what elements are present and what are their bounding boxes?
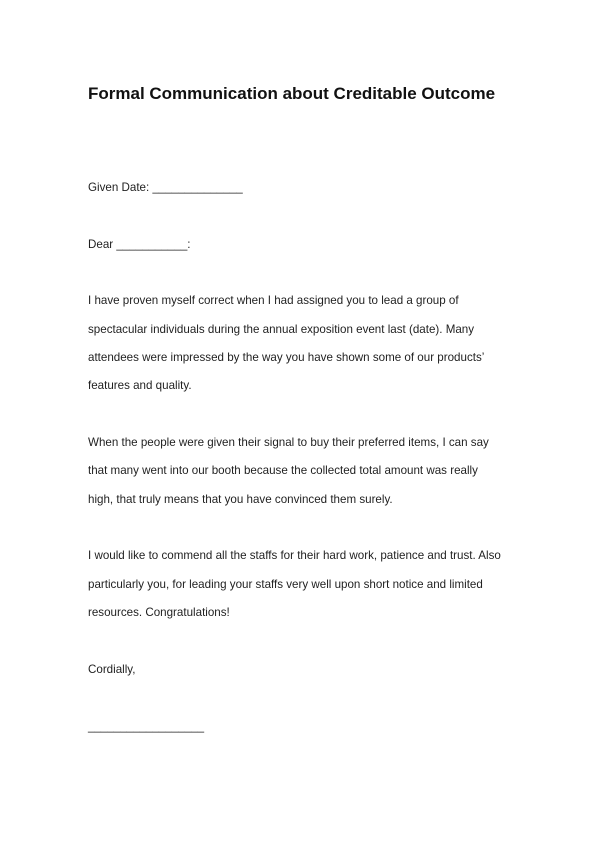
paragraph-line: attendees were impressed by the way you have shown some of our products’	[88, 351, 485, 364]
given-date-line: Given Date: ______________	[88, 181, 243, 194]
paragraph-line: that many went into our booth because the collected total amount was really	[88, 464, 478, 477]
paragraph-line: I have proven myself correct when I had assigned you to lead a group of	[88, 294, 459, 307]
paragraph-line: spectacular individuals during the annual exposition event last (date). Many	[88, 323, 475, 336]
closing: Cordially,	[88, 663, 136, 676]
document-title: Formal Communication about Creditable Outcome	[88, 84, 496, 103]
salutation: Dear ___________:	[88, 238, 191, 251]
paragraph-line: When the people were given their signal to buy their preferred items, I can say	[88, 436, 489, 449]
paragraph-line: I would like to commend all the staffs for their hard work, patience and trust. Also	[88, 549, 501, 562]
paragraph-line: high, that truly means that you have convinced them surely.	[88, 493, 393, 506]
paragraph-line: resources. Congratulations!	[88, 606, 230, 619]
paragraph-line: features and quality.	[88, 379, 192, 392]
signature-line: __________________	[88, 720, 205, 733]
paragraph-line: particularly you, for leading your staffs very well upon short notice and limited	[88, 578, 483, 591]
